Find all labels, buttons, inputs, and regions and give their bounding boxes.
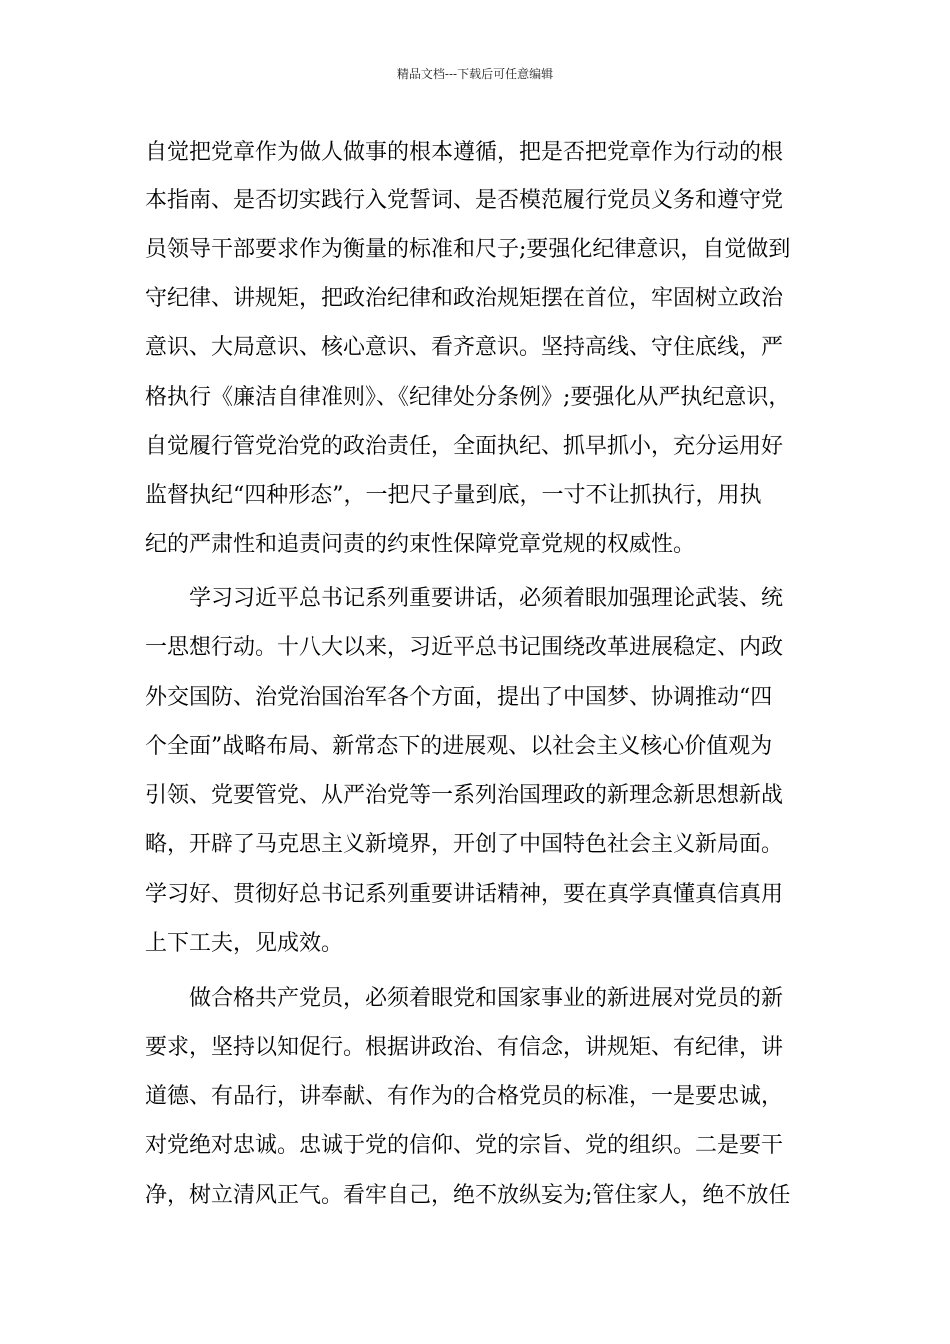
text-line-7: 自觉履行管党治党的政治责任，全面执纪、抓早抓小，充分运用好 — [145, 434, 784, 459]
text-line-14: 引领、党要管党、从严治党等一系列治国理政的新理念新思想新战 — [145, 783, 784, 808]
text-line-9: 纪的严肃性和追责问责的约束性保障党章党规的权威性。 — [145, 532, 696, 557]
text-line-19: 要求，坚持以知促行。根据讲政治、有信念，讲规矩、有纪律，讲 — [145, 1035, 784, 1060]
text-line-21: 对党绝对忠诚。忠诚于党的信仰、党的宗旨、党的组织。二是要干 — [145, 1133, 784, 1158]
text-line-18: 做合格共产党员，必须着眼党和国家事业的新进展对党员的新 — [189, 986, 784, 1011]
text-line-1: 自觉把党章作为做人做事的根本遵循，把是否把党章作为行动的根 — [145, 140, 784, 165]
text-line-20: 道德、有品行，讲奉献、有作为的合格党员的标准，一是要忠诚， — [145, 1084, 784, 1109]
text-line-10: 学习习近平总书记系列重要讲话，必须着眼加强理论武装、统 — [189, 586, 784, 611]
text-line-13: 个全面”战略布局、新常态下的进展观、以社会主义核心价值观为 — [145, 734, 773, 759]
text-line-6: 格执行《廉洁自律准则》、《纪律处分条例》;要强化从严执纪意识， — [145, 385, 791, 410]
text-line-17: 上下工夫，见成效。 — [145, 931, 344, 956]
page-header: 精品文档---下载后可任意编辑 — [396, 67, 554, 81]
text-line-22: 净，树立清风正气。看牢自己，绝不放纵妄为;管住家人，绝不放任 — [145, 1183, 791, 1208]
text-line-2: 本指南、是否切实践行入党誓词、是否模范履行党员义务和遵守党 — [145, 188, 784, 213]
text-line-11: 一思想行动。十八大以来，习近平总书记围绕改革进展稳定、内政 — [145, 635, 784, 660]
text-line-8: 监督执纪“四种形态”，一把尺子量到底，一寸不让抓执行，用执 — [145, 483, 762, 508]
text-line-12: 外交国防、治党治国治军各个方面，提出了中国梦、协调推动“四 — [145, 685, 773, 710]
text-line-4: 守纪律、讲规矩，把政治纪律和政治规矩摆在首位，牢固树立政治 — [145, 286, 784, 311]
text-line-3: 员领导干部要求作为衡量的标准和尺子;要强化纪律意识，自觉做到 — [145, 237, 791, 262]
text-line-16: 学习好、贯彻好总书记系列重要讲话精神，要在真学真懂真信真用 — [145, 882, 784, 907]
text-line-15: 略，开辟了马克思主义新境界，开创了中国特色社会主义新局面。 — [145, 832, 784, 857]
text-line-5: 意识、大局意识、核心意识、看齐意识。坚持高线、守住底线，严 — [145, 335, 784, 360]
